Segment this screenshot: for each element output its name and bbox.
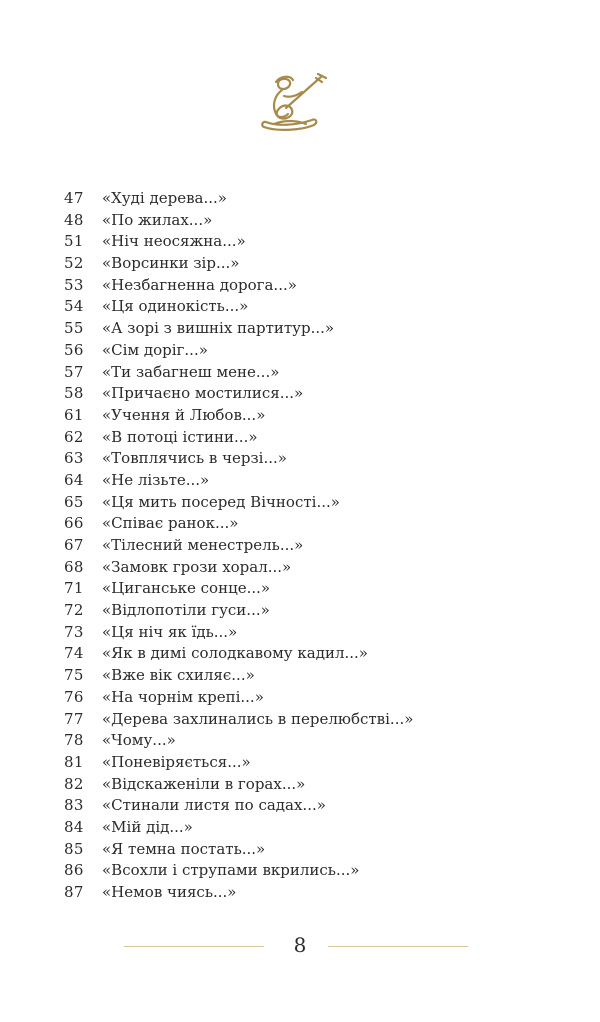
toc-entry-title: «На чорнім крепі...» — [102, 687, 264, 706]
toc-entry — [64, 730, 504, 752]
toc-entry — [64, 405, 504, 427]
toc-entry-title: «Сім доріг...» — [102, 340, 208, 359]
toc-entry — [64, 860, 504, 882]
toc-entry-title: «Чому...» — [102, 731, 176, 750]
toc-entry — [64, 296, 504, 318]
footer-rule-right — [328, 946, 468, 947]
toc-entry-title: «Ця мить посеред Вічності...» — [102, 492, 340, 511]
toc-entry-title: «Замовк грози хорал...» — [102, 557, 292, 576]
toc-page-number: 62 — [64, 427, 84, 446]
toc-page-number: 54 — [64, 297, 84, 316]
toc-entry-title: «Тілесний менестрель...» — [102, 536, 304, 554]
toc-entry-title: «Поневіряється...» — [102, 752, 251, 771]
toc-page-number: 85 — [64, 839, 84, 858]
toc-page-number: 81 — [64, 752, 84, 771]
toc-page-number: 73 — [64, 622, 84, 641]
toc-entry — [64, 513, 504, 535]
toc-entry — [64, 622, 504, 644]
toc-entry — [64, 362, 504, 384]
toc-page-number: 57 — [64, 362, 84, 381]
toc-page-number: 58 — [64, 384, 84, 403]
toc-page-number: 82 — [64, 774, 84, 793]
toc-entry-title: «Немов чиясь...» — [102, 883, 237, 901]
toc-entry — [64, 643, 504, 665]
toc-entry-title: «Циганське сонце...» — [102, 579, 271, 598]
toc-page-number: 67 — [64, 536, 84, 554]
toc-entry — [64, 210, 504, 232]
toc-entry — [64, 752, 504, 774]
toc-entry-title: «Всохли і струпами вкрились...» — [102, 861, 360, 880]
toc-entry-title: «Причаєно мостилися...» — [102, 384, 304, 403]
toc-page-number: 83 — [64, 796, 84, 815]
toc-entry — [64, 448, 504, 470]
toc-page-number: 47 — [64, 189, 84, 207]
toc-page-number: 66 — [64, 514, 84, 533]
toc-entry-title: «Не лізьте...» — [102, 470, 210, 489]
table-of-contents — [64, 188, 504, 904]
toc-page-number: 78 — [64, 731, 84, 750]
toc-page-number: 75 — [64, 666, 84, 685]
toc-entry-title: «А зорі з вишніх партитур...» — [102, 319, 335, 338]
toc-entry — [64, 492, 504, 514]
toc-entry — [64, 839, 504, 861]
toc-page-number: 86 — [64, 861, 84, 880]
toc-entry — [64, 383, 504, 405]
toc-entry-title: «Ця ніч як їдь...» — [102, 622, 238, 641]
toc-entry — [64, 253, 504, 275]
toc-entry — [64, 687, 504, 709]
toc-entry-title: «Товплячись в черзі...» — [102, 449, 287, 468]
toc-entry — [64, 188, 504, 210]
toc-entry-title: «Стинали листя по садах...» — [102, 796, 326, 815]
toc-entry — [64, 470, 504, 492]
toc-entry-title: «Учення й Любов...» — [102, 405, 266, 424]
toc-page-number: 53 — [64, 275, 84, 294]
toc-entry-title: «В потоці істини...» — [102, 427, 258, 446]
toc-entry — [64, 600, 504, 622]
toc-entry-title: «Ворсинки зір...» — [102, 254, 240, 273]
toc-page-number: 76 — [64, 687, 84, 706]
toc-entry — [64, 882, 504, 904]
toc-page-number: 64 — [64, 470, 84, 489]
toc-entry — [64, 231, 504, 253]
toc-entry-title: «Худі дерева...» — [102, 189, 227, 207]
toc-entry — [64, 275, 504, 297]
toc-page-number: 68 — [64, 557, 84, 576]
toc-entry — [64, 665, 504, 687]
toc-entry — [64, 557, 504, 579]
toc-entry — [64, 578, 504, 600]
toc-page-number: 51 — [64, 232, 84, 251]
toc-page-number: 74 — [64, 644, 84, 663]
toc-page-number: 72 — [64, 601, 84, 620]
toc-entry — [64, 709, 504, 731]
page-number: 8 — [293, 933, 307, 957]
toc-entry-title: «Ця одинокість...» — [102, 297, 249, 316]
toc-entry-title: «Мій дід...» — [102, 817, 193, 836]
toc-page-number: 55 — [64, 319, 84, 338]
toc-entry-title: «Незбагненна дорога...» — [102, 275, 297, 294]
toc-page-number: 56 — [64, 340, 84, 359]
toc-entry-title: «Ніч неосяжна...» — [102, 232, 246, 251]
toc-entry — [64, 774, 504, 796]
toc-entry — [64, 795, 504, 817]
toc-entry-title: «Вже вік схиляє...» — [102, 666, 255, 685]
toc-page-number: 77 — [64, 709, 84, 728]
toc-page-number: 61 — [64, 405, 84, 424]
toc-entry-title: «Співає ранок...» — [102, 514, 239, 533]
toc-page-number: 63 — [64, 449, 84, 468]
toc-entry-title: «Відскаженіли в горах...» — [102, 774, 306, 793]
toc-entry — [64, 318, 504, 340]
toc-entry-title: «Ти забагнеш мене...» — [102, 362, 280, 381]
toc-page-number: 65 — [64, 492, 84, 511]
toc-entry — [64, 535, 504, 557]
footer-rule-left — [124, 946, 264, 947]
toc-entry-title: «Дерева захлинались в перелюбстві...» — [102, 709, 414, 728]
toc-entry — [64, 340, 504, 362]
toc-entry-title: «Відлопотіли гуси...» — [102, 601, 270, 620]
toc-page-number: 71 — [64, 579, 84, 598]
toc-entry — [64, 817, 504, 839]
toc-entry-title: «Я темна постать...» — [102, 839, 266, 858]
toc-page-number: 84 — [64, 817, 84, 836]
toc-page-number: 48 — [64, 210, 84, 229]
toc-page-number: 87 — [64, 883, 84, 901]
musician-emblem-icon — [256, 70, 334, 134]
toc-entry — [64, 427, 504, 449]
toc-entry-title: «По жилах...» — [102, 210, 213, 229]
toc-page-number: 52 — [64, 254, 84, 273]
toc-entry-title: «Як в димі солодкавому кадил...» — [102, 644, 368, 663]
